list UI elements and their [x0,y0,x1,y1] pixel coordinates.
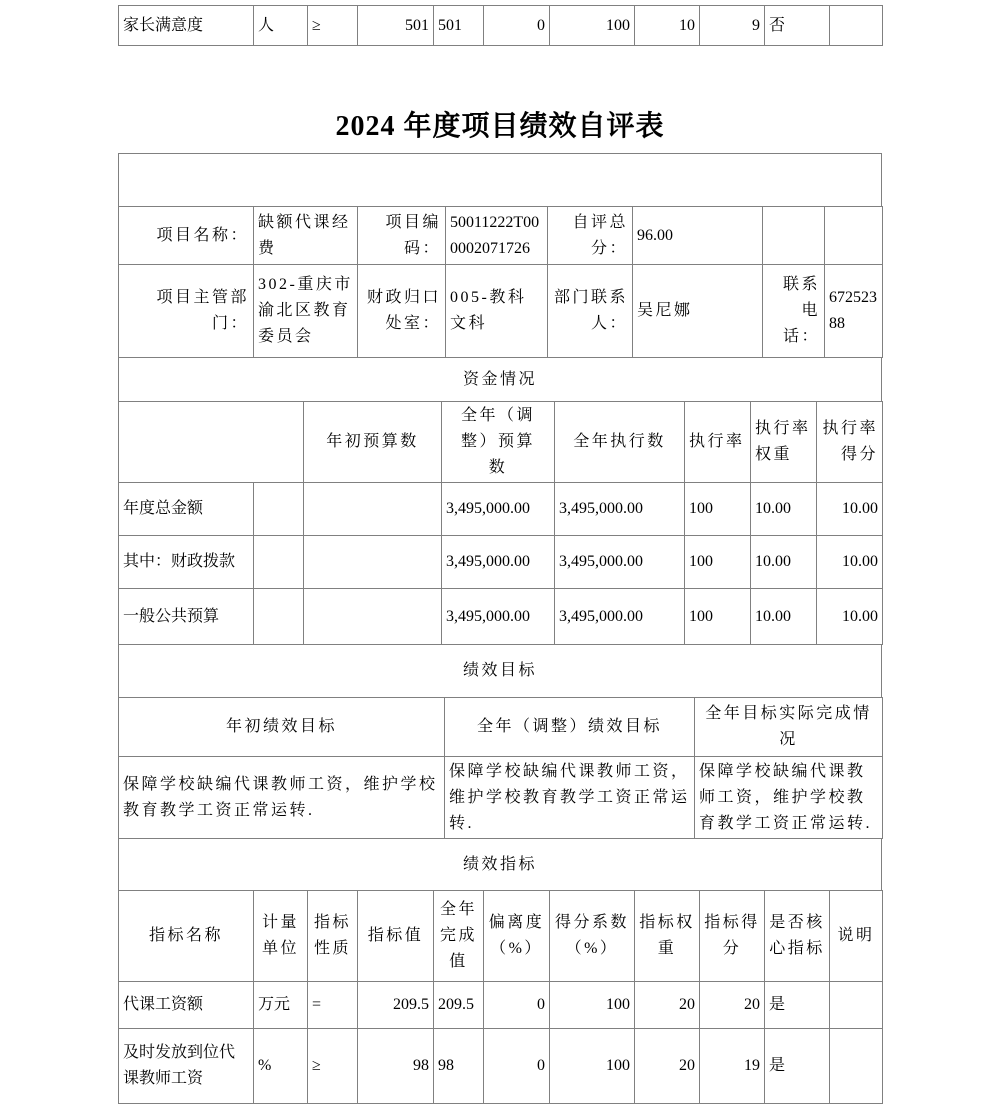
dept-label: 项目主管部门： [119,265,254,358]
fiscal-office-label: 财政归口处室： [358,265,446,358]
carryover-indicator-table [118,5,883,46]
funds-section-title: 资金情况 [119,358,882,402]
actual-completion-cell: 保障学校缺编代课教师工资，维护学校教育教学工资正常运转. [695,757,883,839]
col-executed: 全年执行数 [555,402,685,483]
carryover-row [119,6,883,46]
indicator-score-cell: 9 [700,6,765,46]
indicator-completed-cell: 501 [434,6,484,46]
indicator-completed-cell: 209.5 [434,982,484,1029]
col-actual-completion: 全年目标实际完成情况 [695,698,883,757]
indicator-unit-cell: 万元 [254,982,308,1029]
blank-cell [825,207,883,265]
col-coefficient: 得分系数（%） [550,891,635,982]
rate-score-cell: 10.00 [817,536,883,589]
indicator-coefficient-cell: 100 [550,982,635,1029]
phone-label: 联系电话： [763,265,825,358]
indicator-nature-cell: ≥ [308,6,358,46]
indicator-core-cell: 是 [765,982,830,1029]
col-target: 指标值 [358,891,434,982]
executed-cell: 3,495,000.00 [555,589,685,645]
indicator-note-cell [830,6,883,46]
adjusted-budget-cell: 3,495,000.00 [442,536,555,589]
indicators-header-row [119,891,883,982]
project-code-label: 项目编码： [358,207,446,265]
col-core: 是否核心指标 [765,891,830,982]
dept-value: 302-重庆市渝北区教育委员会 [254,265,358,358]
indicator-unit-cell: % [254,1029,308,1104]
project-name-value: 缺额代课经费 [254,207,358,265]
indicator-target-cell: 501 [358,6,434,46]
contact-label: 部门联系人： [548,265,633,358]
col-note: 说明 [830,891,883,982]
self-score-value: 96.00 [633,207,763,265]
indicator-core-cell: 否 [765,6,830,46]
adjusted-budget-cell: 3,495,000.00 [442,483,555,536]
rate-weight-cell: 10.00 [751,536,817,589]
indicator-coefficient-cell: 100 [550,6,635,46]
fiscal-office-value: 005-教科文科 [446,265,548,358]
initial-budget-cell [304,483,442,536]
rate-cell: 100 [685,536,751,589]
indicator-target-cell: 209.5 [358,982,434,1029]
blank-cell [119,402,304,483]
col-score: 指标得分 [700,891,765,982]
col-rate-score: 执行率得分 [817,402,883,483]
funds-row-total [119,483,883,536]
rate-weight-cell: 10.00 [751,483,817,536]
self-score-label: 自评总分： [548,207,633,265]
col-weight: 指标权重 [635,891,700,982]
indicator-target-cell: 98 [358,1029,434,1104]
goals-header-row [119,698,883,757]
indicators-section-row [119,839,882,891]
indicator-note-cell [830,1029,883,1104]
col-deviation: 偏离度（%） [484,891,550,982]
funds-row-fiscal [119,536,883,589]
funds-section-row [119,358,882,402]
blank-cell [254,589,304,645]
goals-section-title: 绩效目标 [119,645,882,698]
indicators-section-title: 绩效指标 [119,839,882,891]
goals-content-row [119,757,883,839]
adjusted-goal-cell: 保障学校缺编代课教师工资，维护学校教育教学工资正常运转. [445,757,695,839]
indicator-name-cell: 家长满意度 [119,6,254,46]
indicator-deviation-cell: 0 [484,6,550,46]
col-indicator-name: 指标名称 [119,891,254,982]
initial-budget-cell [304,589,442,645]
blank-cell [254,536,304,589]
goals-section-row [119,645,882,698]
indicators-section-table [118,838,882,891]
col-initial-goal: 年初绩效目标 [119,698,445,757]
indicator-core-cell: 是 [765,1029,830,1104]
col-adjusted-budget-text: 全年（调整）预算数 [460,407,535,476]
executed-cell: 3,495,000.00 [555,483,685,536]
indicator-deviation-cell: 0 [484,982,550,1029]
funds-row-public-budget [119,589,883,645]
indicator-row-timely-pay [119,1029,883,1104]
document-page [118,5,882,1104]
phone-value: 67252388 [825,265,883,358]
col-adjusted-goal: 全年（调整）绩效目标 [445,698,695,757]
executed-cell: 3,495,000.00 [555,536,685,589]
initial-goal-cell: 保障学校缺编代课教师工资，维护学校教育教学工资正常运转. [119,757,445,839]
indicator-name-cell: 代课工资额 [119,982,254,1029]
funds-section-table [118,357,882,402]
col-exec-rate: 执行率 [685,402,751,483]
project-code-value: 50011222T000002071726 [446,207,548,265]
indicator-nature-cell: ≥ [308,1029,358,1104]
initial-budget-cell [304,536,442,589]
rate-cell: 100 [685,589,751,645]
col-unit: 计量单位 [254,891,308,982]
col-rate-weight: 执行率权重 [751,402,817,483]
rate-score-cell: 10.00 [817,483,883,536]
goals-table [118,697,883,839]
indicator-score-cell: 19 [700,1029,765,1104]
indicator-weight-cell: 20 [635,982,700,1029]
indicator-nature-cell: = [308,982,358,1029]
indicator-weight-cell: 20 [635,1029,700,1104]
indicator-deviation-cell: 0 [484,1029,550,1104]
funds-table [118,401,883,645]
col-nature: 指标性质 [308,891,358,982]
adjusted-budget-cell: 3,495,000.00 [442,589,555,645]
blank-cell [763,207,825,265]
goals-section-table [118,644,882,698]
empty-row [119,154,882,207]
project-name-row [119,207,883,265]
col-completed: 全年完成值 [434,891,484,982]
funds-row-label: 年度总金额 [119,483,254,536]
indicators-table [118,890,883,1104]
col-initial-budget: 年初预算数 [304,402,442,483]
rate-cell: 100 [685,483,751,536]
col-adjusted-budget [442,402,555,483]
blank-cell [254,483,304,536]
page-title: 2024 年度项目绩效自评表 [335,111,665,142]
empty-header-table [118,153,882,207]
rate-weight-cell: 10.00 [751,589,817,645]
funds-row-label: 一般公共预算 [119,589,254,645]
project-name-label: 项目名称： [119,207,254,265]
indicator-row-salary [119,982,883,1029]
contact-value: 吴尼娜 [633,265,763,358]
indicator-completed-cell: 98 [434,1029,484,1104]
indicator-score-cell: 20 [700,982,765,1029]
project-dept-row [119,265,883,358]
indicator-unit-cell: 人 [254,6,308,46]
indicator-note-cell [830,982,883,1029]
funds-row-label: 其中：财政拨款 [119,536,254,589]
indicator-coefficient-cell: 100 [550,1029,635,1104]
empty-cell [119,154,882,207]
indicator-weight-cell: 10 [635,6,700,46]
rate-score-cell: 10.00 [817,589,883,645]
project-info-table [118,206,883,358]
indicator-name-cell: 及时发放到位代课教师工资 [119,1029,254,1104]
funds-header-row [119,402,883,483]
